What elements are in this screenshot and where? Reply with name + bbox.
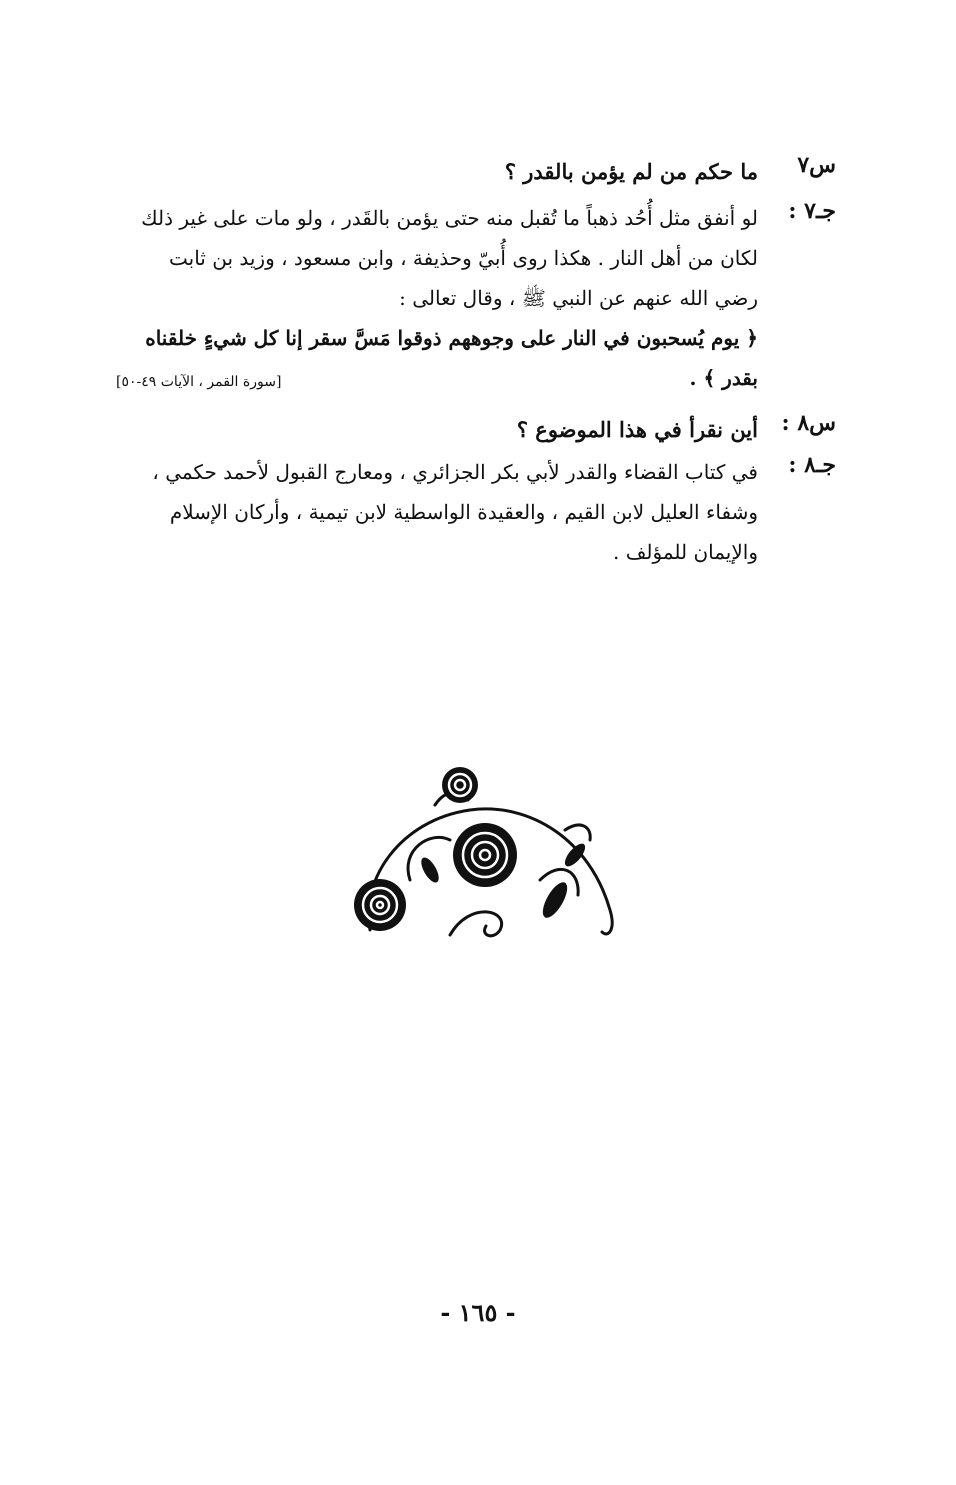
page-number: - ١٦٥ - bbox=[440, 1298, 516, 1327]
answer-line: في كتاب القضاء والقدر لأبي بكر الجزائري ، ومعارج القبول لأحمد حكمي ، bbox=[152, 460, 758, 484]
question-marker: س٨ : bbox=[781, 410, 836, 436]
question-marker: س٧ bbox=[797, 152, 836, 178]
question-text: ما حكم من لم يؤمن بالقدر ؟ bbox=[504, 159, 758, 184]
answer-line: لو أنفق مثل أُحُد ذهباً ما تُقبل منه حتى يؤمن بالقَدر ، ولو مات على غير ذلك bbox=[141, 206, 758, 230]
answer-8 bbox=[116, 452, 836, 572]
quran-verse: ﴿ يوم يُسحبون في النار على وجوههم ذوقوا مَسَّ سقر إنا كل شيءٍ خلقناه bbox=[145, 326, 758, 350]
question-8 bbox=[116, 410, 836, 450]
answer-line: والإيمان للمؤلف . bbox=[612, 540, 758, 564]
question-text: أين نقرأ في هذا الموضوع ؟ bbox=[516, 417, 758, 442]
answer-line: وشفاء العليل لابن القيم ، والعقيدة الواسطية لابن تيمية ، وأركان الإسلام bbox=[169, 500, 758, 524]
answer-marker: جـ٧ : bbox=[788, 198, 836, 224]
answer-7 bbox=[116, 198, 836, 402]
quran-verse-end bbox=[116, 358, 758, 398]
question-7 bbox=[116, 152, 836, 192]
quran-verse-text: بقدر ﴾ . bbox=[689, 366, 758, 390]
answer-line: رضي الله عنهم عن النبي ﷺ ، وقال تعالى : bbox=[399, 286, 758, 310]
answer-line: لكان من أهل النار . هكذا روى أُبيّ وحذيفة ، وابن مسعود ، وزيد بن ثابت bbox=[169, 246, 758, 270]
answer-marker: جـ٨ : bbox=[788, 452, 836, 478]
floral-ornament-icon bbox=[340, 760, 640, 960]
verse-citation: [سورة القمر ، الآيات ٤٩-٥٠] bbox=[116, 374, 282, 390]
